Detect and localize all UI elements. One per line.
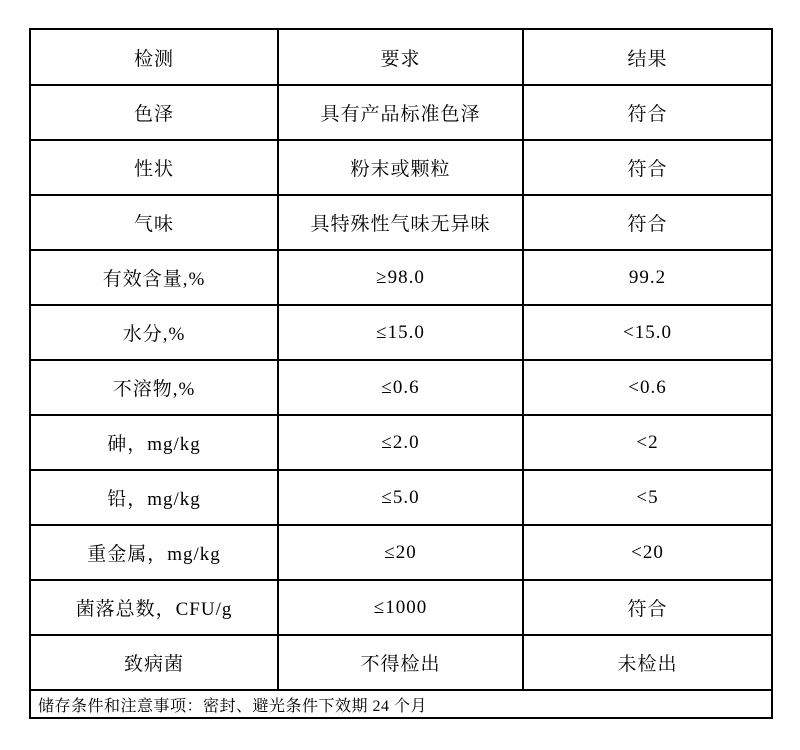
table-row xyxy=(30,250,772,305)
header-requirement: 要求 xyxy=(278,29,523,85)
cell-requirement: ≤15.0 xyxy=(278,305,523,360)
cell-result: 未检出 xyxy=(523,635,772,690)
cell-result: <20 xyxy=(523,525,772,580)
cell-result: 符合 xyxy=(523,195,772,250)
cell-requirement: ≥98.0 xyxy=(278,250,523,305)
table-row xyxy=(30,140,772,195)
table-row xyxy=(30,635,772,690)
table-row xyxy=(30,305,772,360)
cell-result: <15.0 xyxy=(523,305,772,360)
cell-result: 符合 xyxy=(523,140,772,195)
cell-requirement: 具有产品标准色泽 xyxy=(278,85,523,140)
cell-requirement: 粉末或颗粒 xyxy=(278,140,523,195)
footer-row xyxy=(30,690,772,718)
cell-requirement: ≤1000 xyxy=(278,580,523,635)
cell-item: 铅，mg/kg xyxy=(30,470,278,525)
cell-item: 性状 xyxy=(30,140,278,195)
header-item: 检测 xyxy=(30,29,278,85)
cell-item: 有效含量,% xyxy=(30,250,278,305)
header-row xyxy=(30,29,772,85)
table-row xyxy=(30,85,772,140)
report-table-head xyxy=(30,29,772,85)
header-result: 结果 xyxy=(523,29,772,85)
report-table-body xyxy=(30,85,772,690)
table-row xyxy=(30,195,772,250)
table-row xyxy=(30,360,772,415)
cell-requirement: ≤2.0 xyxy=(278,415,523,470)
cell-item: 水分,% xyxy=(30,305,278,360)
cell-result: 99.2 xyxy=(523,250,772,305)
table-row xyxy=(30,525,772,580)
cell-requirement: ≤20 xyxy=(278,525,523,580)
cell-requirement: 不得检出 xyxy=(278,635,523,690)
cell-result: <0.6 xyxy=(523,360,772,415)
cell-item: 重金属，mg/kg xyxy=(30,525,278,580)
cell-item: 砷，mg/kg xyxy=(30,415,278,470)
cell-item: 不溶物,% xyxy=(30,360,278,415)
table-row xyxy=(30,415,772,470)
cell-result: <5 xyxy=(523,470,772,525)
cell-item: 致病菌 xyxy=(30,635,278,690)
cell-requirement: ≤5.0 xyxy=(278,470,523,525)
cell-item: 色泽 xyxy=(30,85,278,140)
report-table-foot xyxy=(30,690,772,718)
cell-requirement: ≤0.6 xyxy=(278,360,523,415)
cell-item: 气味 xyxy=(30,195,278,250)
storage-conditions-note: 储存条件和注意事项：密封、避光条件下效期 24 个月 xyxy=(30,690,772,718)
cell-result: <2 xyxy=(523,415,772,470)
cell-result: 符合 xyxy=(523,580,772,635)
cell-item: 菌落总数，CFU/g xyxy=(30,580,278,635)
cell-result: 符合 xyxy=(523,85,772,140)
inspection-report-table xyxy=(29,28,773,719)
table-row xyxy=(30,470,772,525)
cell-requirement: 具特殊性气味无异味 xyxy=(278,195,523,250)
table-row xyxy=(30,580,772,635)
